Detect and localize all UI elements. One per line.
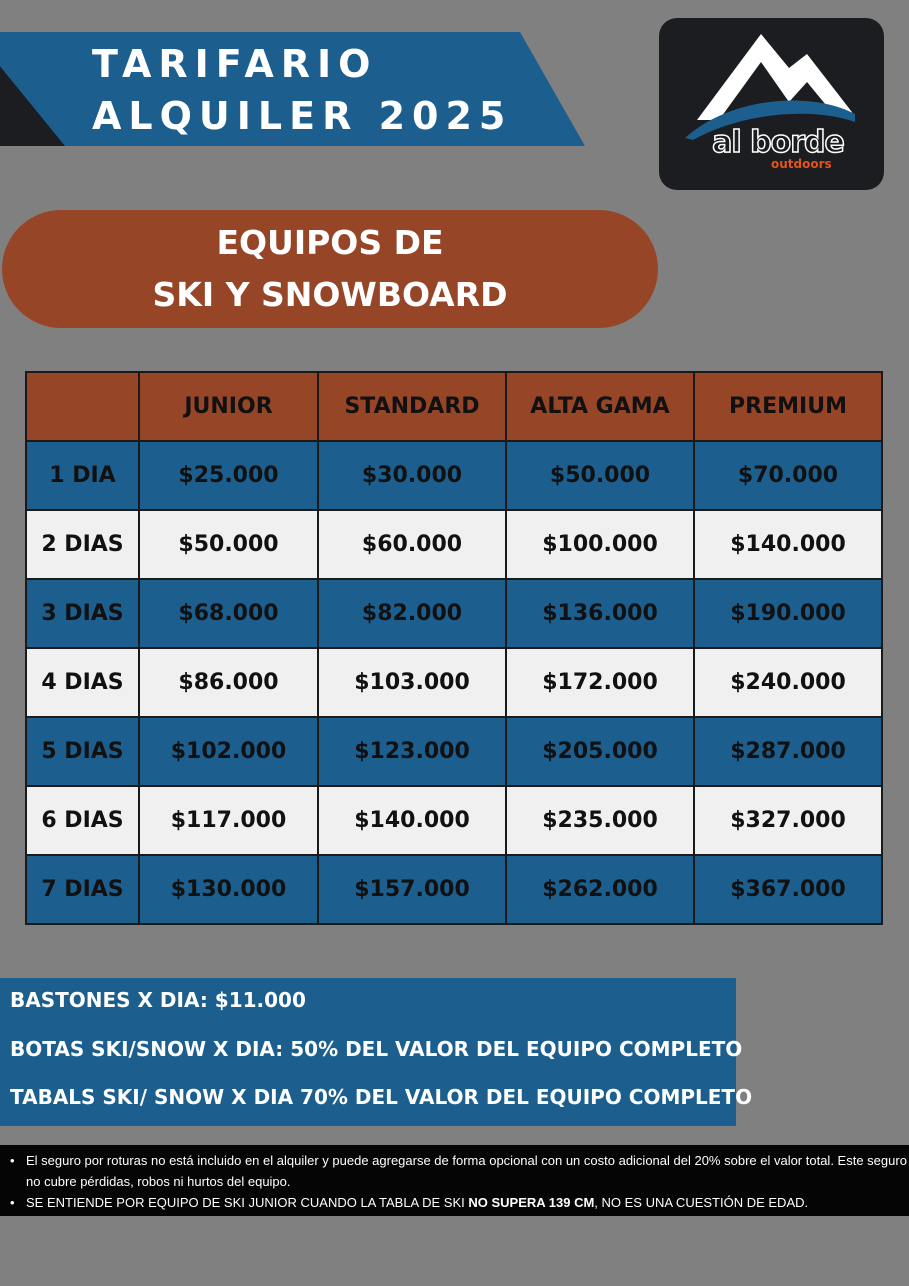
price-cell: $327.000 [694,786,882,855]
table-row [26,855,882,924]
price-cell: $235.000 [506,786,694,855]
row-label: 7 DIAS [26,855,139,924]
price-cell: $100.000 [506,510,694,579]
price-cell: $190.000 [694,579,882,648]
header-cell-alta-gama: ALTA GAMA [506,372,694,441]
price-cell: $30.000 [318,441,506,510]
note-junior-text: SE ENTIENDE POR EQUIPO DE SKI JUNIOR CUANDO LA TABLA DE SKI [26,1195,469,1210]
price-cell: $287.000 [694,717,882,786]
extras-boots: BOTAS SKI/SNOW X DIA: 50% DEL VALOR DEL EQUIPO COMPLETO [10,1037,743,1061]
brand-logo [659,18,884,190]
title-line-1: TARIFARIO [92,42,378,86]
price-cell: $157.000 [318,855,506,924]
note-junior-limit: NO SUPERA 139 CM [468,1195,595,1210]
price-cell: $140.000 [694,510,882,579]
price-cell: $172.000 [506,648,694,717]
price-cell: $82.000 [318,579,506,648]
table-row [26,717,882,786]
price-cell: $102.000 [139,717,318,786]
price-cell: $130.000 [139,855,318,924]
row-label: 3 DIAS [26,579,139,648]
price-cell: $25.000 [139,441,318,510]
header-cell-standard: STANDARD [318,372,506,441]
brand-wordmark: al borde [712,125,844,160]
price-cell: $140.000 [318,786,506,855]
header-cell-premium: PREMIUM [694,372,882,441]
price-cell: $117.000 [139,786,318,855]
row-label: 4 DIAS [26,648,139,717]
price-cell: $136.000 [506,579,694,648]
extras-panel [0,978,753,1126]
table-row [26,648,882,717]
table-header-row [26,372,882,441]
price-cell: $240.000 [694,648,882,717]
row-label: 2 DIAS [26,510,139,579]
header-cell-corner [26,372,139,441]
section-heading-line-1: EQUIPOS DE [216,223,444,262]
price-cell: $60.000 [318,510,506,579]
notes-list [0,1150,909,1213]
section-heading [2,210,658,328]
extras-boards: TABALS SKI/ SNOW X DIA 70% DEL VALOR DEL EQUIPO COMPLETO [10,1085,753,1109]
note-insurance: • El seguro por roturas no está incluido en el alquiler y puede agregarse de forma opcional con un costo adicional del 20% sobre el valor total. Este seguro no cubre pérdidas, robos ni hurtos del equipo. [26,1150,909,1192]
note-junior-end: , NO ES UNA CUESTIÓN DE EDAD. [594,1195,809,1210]
price-cell: $123.000 [318,717,506,786]
row-label: 1 DIA [26,441,139,510]
price-cell: $367.000 [694,855,882,924]
header-cell-junior: JUNIOR [139,372,318,441]
row-label: 6 DIAS [26,786,139,855]
table-row [26,579,882,648]
price-cell: $103.000 [318,648,506,717]
table-row [26,441,882,510]
price-cell: $205.000 [506,717,694,786]
price-table [25,371,883,925]
price-cell: $86.000 [139,648,318,717]
price-cell: $262.000 [506,855,694,924]
table-row [26,510,882,579]
price-cell: $50.000 [506,441,694,510]
page-title [92,38,512,142]
price-cell: $68.000 [139,579,318,648]
table-row [26,786,882,855]
row-label: 5 DIAS [26,717,139,786]
extras-poles: BASTONES X DIA: $11.000 [10,988,306,1012]
price-cell: $50.000 [139,510,318,579]
price-cell: $70.000 [694,441,882,510]
brand-subtitle: outdoors [771,157,832,171]
section-heading-line-2: SKI Y SNOWBOARD [152,275,508,314]
note-junior [26,1192,909,1213]
title-line-2: ALQUILER 2025 [92,94,513,138]
notes-panel [0,1145,909,1216]
